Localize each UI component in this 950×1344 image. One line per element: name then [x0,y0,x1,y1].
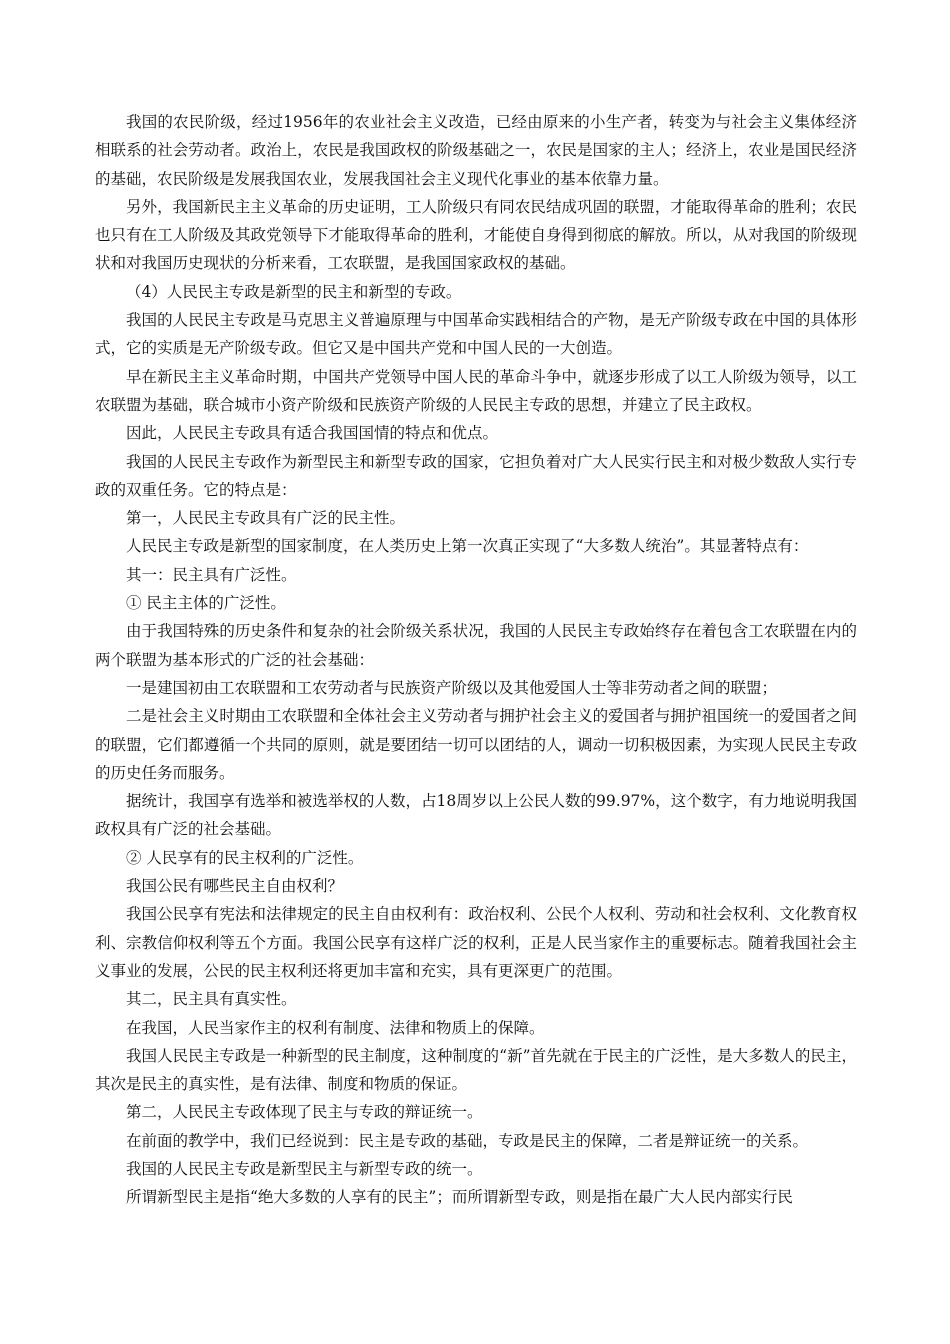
paragraph-5: 因此，人民民主专政具有适合我国国情的特点和优点。 [126,424,499,443]
paragraph-6: 我国的人民民主专政作为新型民主和新型专政的国家，它担负着对广大人民实行民主和对极少数敌人实行专政的双重任务。它的特点是： [95,452,857,499]
subpoint-one-heading: 其一：民主具有广泛性。 [126,565,297,584]
document-body [95,108,857,1212]
paragraph-12: 我国公民享有宪法和法律规定的民主自由权利有：政治权利、公民个人权利、劳动和社会权利、文化教育权利、宗教信仰权利等五个方面。我国公民享有这样广泛的权利，正是人民当家作主的重要标志。随着我国社会主义事业的发展，公民的民主权利还将更加丰富和充实，具有更深更广的范围。 [95,905,857,980]
paragraph-13: 在我国，人民当家作主的权利有制度、法律和物质上的保障。 [126,1018,545,1037]
paragraph-7: 人民民主专政是新型的国家制度，在人类历史上第一次真正实现了“大多数人统治”。其显著特点有： [126,537,809,556]
question-line: 我国公民有哪些民主自由权利？ [126,877,344,896]
item-1-heading: ① 民主主体的广泛性。 [126,594,286,613]
point-first-heading: 第一，人民民主专政具有广泛的民主性。 [126,509,406,528]
paragraph-3: 我国的人民民主专政是马克思主义普遍原理与中国革命实践相结合的产物，是无产阶级专政在中国的具体形式，它的实质是无产阶级专政。但它又是中国共产党和中国人民的一大创造。 [95,311,857,358]
point-second-heading: 第二，人民民主专政体现了民主与专政的辩证统一。 [126,1103,483,1122]
paragraph-2: 另外，我国新民主主义革命的历史证明，工人阶级只有同农民结成巩固的联盟，才能取得革命的胜利；农民也只有在工人阶级及其政党领导下才能取得革命的胜利，才能使自身得到彻底的解放。所以，从对我国的阶级现状和对我国历史现状的分析来看，工农联盟，是我国国家政权的基础。 [95,197,857,273]
paragraph-9: 一是建国初由工农联盟和工农劳动者与民族资产阶级以及其他爱国人士等非劳动者之间的联盟； [126,678,778,697]
paragraph-8: 由于我国特殊的历史条件和复杂的社会阶级关系状况，我国的人民民主专政始终存在着包含工农联盟在内的两个联盟为基本形式的广泛的社会基础： [95,622,857,669]
paragraph-4: 早在新民主主义革命时期，中国共产党领导中国人民的革命斗争中，就逐步形成了以工人阶级为领导，以工农联盟为基础，联合城市小资产阶级和民族资产阶级的人民民主专政的思想，并建立了民主政权。 [95,367,857,414]
paragraph-17: 所谓新型民主是指“绝大多数的人享有的民主”；而所谓新型专政，则是指在最广大人民内部实行民 [126,1188,793,1207]
section-heading-4: （4）人民民主专政是新型的民主和新型的专政。 [126,282,462,301]
paragraph-1: 我国的农民阶级，经过1956年的农业社会主义改造，已经由原来的小生产者，转变为与社会主义集体经济相联系的社会劳动者。政治上，农民是我国政权的阶级基础之一，农民是国家的主人；经济上，农业是国民经济的基础，农民阶级是发展我国农业，发展我国社会主义现代化事业的基本依靠力量。 [95,113,857,188]
paragraph-11: 据统计，我国享有选举和被选举权的人数，占18周岁以上公民人数的99.97%，这个数字，有力地说明我国政权具有广泛的社会基础。 [95,792,857,839]
item-2-heading: ② 人民享有的民主权利的广泛性。 [126,848,364,867]
subpoint-two-heading: 其二，民主具有真实性。 [126,990,297,1009]
paragraph-10: 二是社会主义时期由工农联盟和全体社会主义劳动者与拥护社会主义的爱国者与拥护祖国统一的爱国者之间的联盟，它们都遵循一个共同的原则，就是要团结一切可以团结的人，调动一切积极因素，为实现人民民主专政的历史任务而服务。 [95,707,857,782]
paragraph-16: 我国的人民民主专政是新型民主与新型专政的统一。 [126,1159,483,1178]
paragraph-14: 我国人民民主专政是一种新型的民主制度，这种制度的“新”首先就在于民主的广泛性，是大多数人的民主，其次是民主的真实性，是有法律、制度和物质的保证。 [95,1046,857,1094]
paragraph-15: 在前面的教学中，我们已经说到：民主是专政的基础，专政是民主的保障，二者是辩证统一的关系。 [126,1131,809,1150]
